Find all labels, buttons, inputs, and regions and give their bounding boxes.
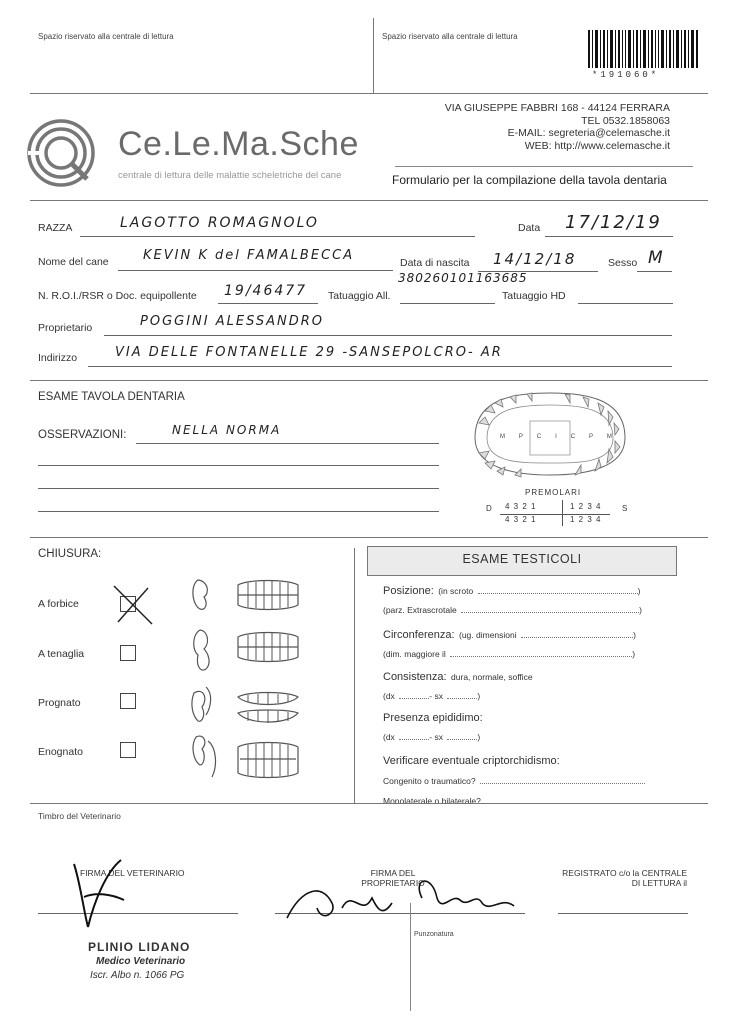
posizione-label: Posizione: <box>383 585 434 597</box>
osservazioni-line-2 <box>38 465 439 466</box>
punzonatura-label: Punzonatura <box>414 931 454 938</box>
sesso-line <box>637 271 672 272</box>
consistenza-dx: (dx <box>383 691 395 701</box>
consistenza-block: Consistenza: dura, normale, soffice (dx - sx ) <box>383 671 533 701</box>
timbro-label: Timbro del Veterinario <box>38 811 121 821</box>
exam-title: ESAME TAVOLA DENTARIA <box>38 391 185 403</box>
telephone: TEL 0532.1858063 <box>581 114 670 127</box>
sesso-label: Sesso <box>608 257 638 269</box>
monolaterale-label: Monolaterale o bilaterale? <box>383 796 481 806</box>
address: VIA GIUSEPPE FABBRI 168 - 44124 FERRARA <box>444 102 670 114</box>
consistenza-sx: sx <box>434 691 443 701</box>
tatuaggio-hd-label: Tatuaggio HD <box>502 290 566 302</box>
option-prognato-label: Prognato <box>38 697 81 709</box>
circonferenza-b-field[interactable] <box>450 656 632 657</box>
firma-prop-label: FIRMA DEL PROPRIETARIO <box>361 868 425 888</box>
indirizzo-label: Indirizzo <box>38 352 78 364</box>
microchip-value[interactable]: 380260101163685 <box>398 271 528 285</box>
reserved-left: Spazio riservato alla centrale di lettura <box>38 32 174 41</box>
roi-label: N. R.O.I./RSR o Doc. equipollente <box>38 290 197 302</box>
registrato-label: REGISTRATO c/o la CENTRALE DI LETTURA il <box>562 868 687 888</box>
nome-value[interactable]: KEVIN K del FAMALBECCA <box>143 248 355 263</box>
posizione-block: Posizione: (in scroto ) (parz. Extrascrotale ) <box>383 585 642 615</box>
osservazioni-value[interactable]: NELLA NORMA <box>172 423 282 437</box>
jaw-letter: C <box>536 434 542 440</box>
roi-value[interactable]: 19/46477 <box>224 283 308 299</box>
posizione-a-field[interactable] <box>478 593 638 594</box>
barcode <box>588 30 700 68</box>
indirizzo-value[interactable]: VIA DELLE FONTANELLE 29 -SANSEPOLCRO- AR <box>115 345 503 360</box>
barcode-number: *191060* <box>592 70 660 80</box>
osservazioni-line-3 <box>38 488 439 489</box>
firma-vet-label: FIRMA DEL VETERINARIO <box>80 868 185 878</box>
testicoli-title: ESAME TESTICOLI <box>462 552 582 566</box>
osservazioni-label: OSSERVAZIONI: <box>38 429 127 441</box>
option-forbice-label: A forbice <box>38 598 79 610</box>
criptorchidismo-block <box>383 751 645 809</box>
teeth-divider-v <box>562 500 563 526</box>
epididimo-label: Presenza epididimo: <box>383 712 483 724</box>
title-line <box>395 166 693 167</box>
logo-subtitle: centrale di lettura delle malattie scheletriche del cane <box>118 170 342 181</box>
circonferenza-a: (ug. dimensioni <box>459 630 517 640</box>
header-divider <box>373 18 374 93</box>
consistenza-dx-field[interactable] <box>399 698 429 699</box>
logo-icon <box>25 117 103 192</box>
data-line <box>545 236 673 237</box>
roi-line <box>218 303 318 304</box>
consistenza-sx-field[interactable] <box>447 698 477 699</box>
circonferenza-a-field[interactable] <box>521 637 633 638</box>
jaw-letter: I <box>555 434 557 440</box>
testicoli-divider <box>354 548 355 803</box>
razza-value[interactable]: LAGOTTO ROMAGNOLO <box>120 215 319 231</box>
nascita-value[interactable]: 14/12/18 <box>493 250 577 268</box>
posizione-b: (parz. Extrascrotale <box>383 605 457 615</box>
premolari-label: PREMOLARI <box>525 488 582 497</box>
reserved-right: Spazio riservato alla centrale di lettura <box>382 32 518 41</box>
barcode-graphic <box>588 30 700 68</box>
congenito-field[interactable] <box>480 783 645 784</box>
nome-label: Nome del cane <box>38 256 109 268</box>
epididimo-dx-field[interactable] <box>399 739 429 740</box>
owner-signature <box>282 868 532 943</box>
sesso-value[interactable]: M <box>648 248 665 268</box>
stamp-title: Medico Veterinario <box>96 956 186 967</box>
registrato-line <box>558 913 688 914</box>
website: WEB: http://www.celemasche.it <box>524 139 670 152</box>
option-enognato-checkbox[interactable] <box>120 742 136 758</box>
section-line-3 <box>30 537 708 538</box>
epididimo-sx: sx <box>434 732 443 742</box>
jaw-letter: M <box>606 434 612 440</box>
address-block <box>400 102 670 152</box>
nome-line <box>118 270 393 271</box>
option-tenaglia-checkbox[interactable] <box>120 645 136 661</box>
epididimo-dx: (dx <box>383 732 395 742</box>
form-title: Formulario per la compilazione della tavola dentaria <box>392 173 667 187</box>
jaw-letter: C <box>570 434 576 440</box>
tatuaggio-hd-line <box>578 303 673 304</box>
jaw-letter: P <box>588 434 593 440</box>
teeth-top-right: 1 2 3 4 <box>570 502 602 511</box>
stamp-albo: Iscr. Albo n. 1066 PG <box>90 970 185 981</box>
circonferenza-label: Circonferenza: <box>383 629 455 641</box>
jaw-letters <box>500 434 612 440</box>
teeth-bottom-right: 1 2 3 4 <box>570 515 602 524</box>
criptorchidismo-label: Verificare eventuale criptorchidismo: <box>383 755 560 767</box>
header-bottom-line <box>30 93 708 94</box>
data-value[interactable]: 17/12/19 <box>565 212 662 233</box>
proprietario-line <box>104 335 672 336</box>
section-line-1 <box>30 200 708 201</box>
consistenza-label: Consistenza: <box>383 671 447 683</box>
d-label: D <box>486 504 492 513</box>
posizione-a: (in scroto <box>438 586 474 596</box>
logo-name: Ce.Le.Ma.Sche <box>118 125 359 163</box>
proprietario-value[interactable]: POGGINI ALESSANDRO <box>140 314 325 329</box>
razza-label: RAZZA <box>38 222 73 234</box>
checkmark-icon <box>110 582 156 633</box>
teeth-top-left: 4 3 2 1 <box>505 502 537 511</box>
data-label: Data <box>518 222 541 234</box>
proprietario-label: Proprietario <box>38 322 93 334</box>
option-prognato-checkbox[interactable] <box>120 693 136 709</box>
epididimo-sx-field[interactable] <box>447 739 477 740</box>
stamp-name: PLINIO LIDANO <box>88 940 191 954</box>
option-enognato-label: Enognato <box>38 746 83 758</box>
bite-illustrations <box>188 575 308 790</box>
punzonatura-divider <box>410 903 411 1011</box>
indirizzo-line <box>88 366 672 367</box>
epididimo-block: Presenza epididimo: (dx - sx ) <box>383 712 483 742</box>
razza-line <box>80 236 475 237</box>
teeth-bottom-left: 4 3 2 1 <box>505 515 537 524</box>
jaw-letter: P <box>518 434 523 440</box>
s-label: S <box>622 504 628 513</box>
circonferenza-b: (dim. maggiore il <box>383 649 446 659</box>
circonferenza-block: Circonferenza: (ug. dimensioni ) (dim. maggiore il ) <box>383 629 636 659</box>
consistenza-a: dura, normale, soffice <box>451 672 533 682</box>
posizione-b-field[interactable] <box>461 612 639 613</box>
vet-signature <box>66 852 136 937</box>
osservazioni-line-4 <box>38 511 439 512</box>
jaw-letter: M <box>500 434 505 440</box>
congenito-label: Congenito o traumatico? <box>383 776 476 786</box>
chiusura-title: CHIUSURA: <box>38 548 102 560</box>
tatuaggio-all-label: Tatuaggio All. <box>328 290 391 302</box>
osservazioni-line-1 <box>136 443 439 444</box>
section-line-2 <box>30 380 708 381</box>
section-line-4 <box>30 803 708 804</box>
email: E-MAIL: segreteria@celemasche.it <box>507 127 670 139</box>
option-tenaglia-label: A tenaglia <box>38 648 85 660</box>
nascita-label: Data di nascita <box>400 257 470 269</box>
tatuaggio-all-line <box>400 303 495 304</box>
